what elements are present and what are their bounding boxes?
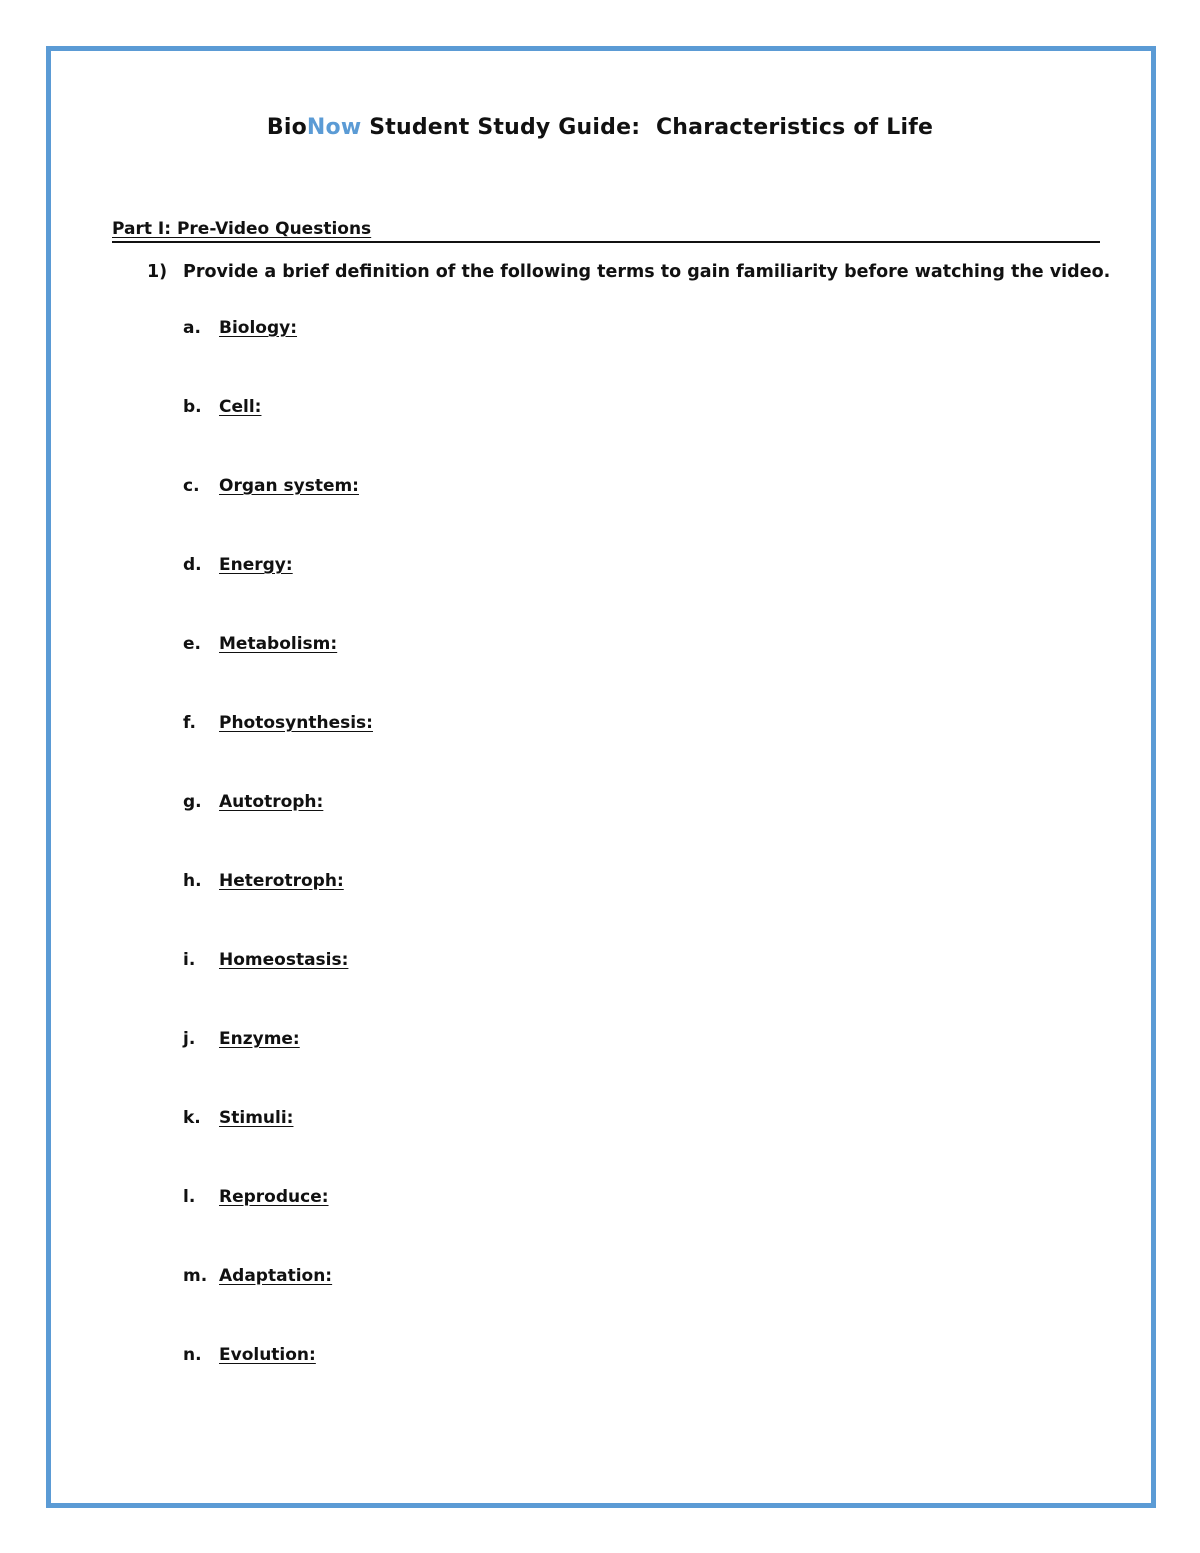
term-letter: i. [183, 950, 196, 970]
term-item [183, 476, 373, 555]
term-label: Heterotroph: [219, 871, 344, 891]
term-list [183, 318, 373, 1424]
title-rest: Student Study Guide: Characteristics of Life [361, 115, 934, 140]
term-item [183, 634, 373, 713]
term-letter: e. [183, 634, 201, 654]
section-heading [112, 219, 1100, 243]
term-label: Adaptation: [219, 1266, 333, 1286]
term-label: Photosynthesis: [219, 713, 373, 733]
term-letter: k. [183, 1108, 201, 1128]
term-item [183, 792, 373, 871]
term-label: Homeostasis: [219, 950, 349, 970]
term-item [183, 1345, 373, 1424]
term-letter: l. [183, 1187, 196, 1207]
section-heading-text: Part I: Pre-Video Questions [112, 219, 372, 239]
question-number: 1) [147, 262, 168, 282]
term-letter: c. [183, 476, 200, 496]
term-label: Cell: [219, 397, 262, 417]
term-item [183, 555, 373, 634]
term-item [183, 713, 373, 792]
question-1 [147, 262, 1110, 282]
term-label: Energy: [219, 555, 293, 575]
term-item [183, 397, 373, 476]
term-item [183, 1266, 373, 1345]
term-label: Metabolism: [219, 634, 338, 654]
title-brand-prefix: Bio [266, 115, 307, 140]
term-label: Reproduce: [219, 1187, 329, 1207]
term-item [183, 1187, 373, 1266]
term-letter: b. [183, 397, 202, 417]
term-label: Evolution: [219, 1345, 316, 1365]
term-label: Biology: [219, 318, 298, 338]
term-item [183, 318, 373, 397]
term-item [183, 871, 373, 950]
term-label: Stimuli: [219, 1108, 294, 1128]
term-letter: j. [183, 1029, 196, 1049]
term-item [183, 950, 373, 1029]
term-label: Autotroph: [219, 792, 324, 812]
term-letter: f. [183, 713, 196, 733]
term-letter: g. [183, 792, 202, 812]
term-letter: a. [183, 318, 201, 338]
title-brand-accent: Now [306, 115, 362, 140]
question-text: Provide a brief definition of the following terms to gain familiarity before watching the video. [183, 262, 1111, 282]
page-title [0, 115, 1200, 140]
term-item [183, 1029, 373, 1108]
term-label: Enzyme: [219, 1029, 300, 1049]
term-label: Organ system: [219, 476, 359, 496]
term-letter: h. [183, 871, 202, 891]
term-item [183, 1108, 373, 1187]
term-letter: m. [183, 1266, 208, 1286]
term-letter: n. [183, 1345, 202, 1365]
term-letter: d. [183, 555, 202, 575]
